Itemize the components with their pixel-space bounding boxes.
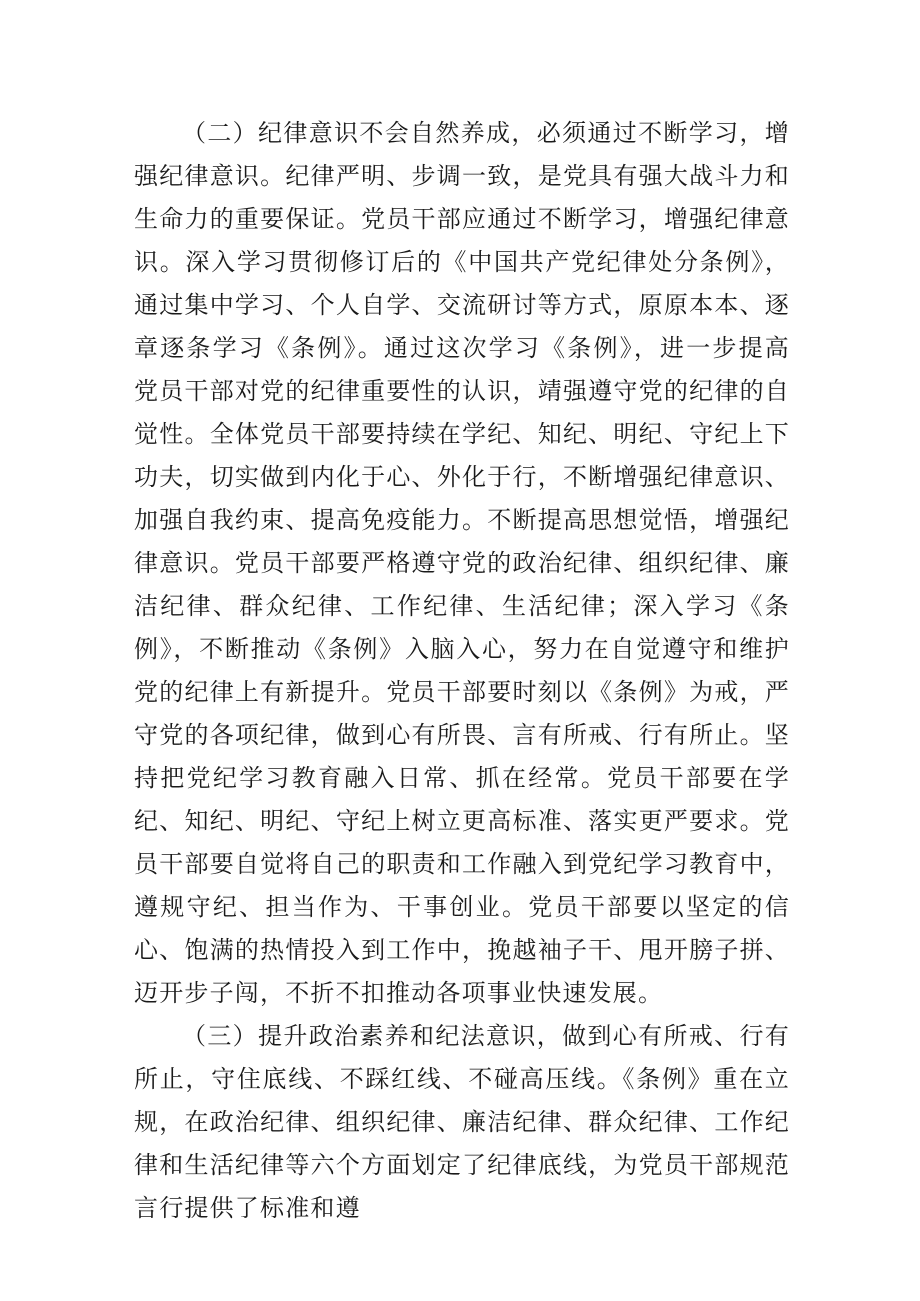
- body-text: [134, 112, 790, 1230]
- paragraph-political-literacy: （三）提升政治素养和纪法意识，做到心有所戒、行有所止，守住底线、不踩红线、不碰高压线。《条例》重在立规，在政治纪律、组织纪律、廉洁纪律、群众纪律、工作纪律和生活纪律等六个方面划定了纪律底线，为党员干部规范言行提供了标准和遵: [134, 1022, 790, 1222]
- paragraph-discipline-awareness: （二）纪律意识不会自然养成，必须通过不断学习，增强纪律意识。纪律严明、步调一致，是党具有强大战斗力和生命力的重要保证。党员干部应通过不断学习，增强纪律意识。深入学习贯彻修订后的《中国共产党纪律处分条例》，通过集中学习、个人自学、交流研讨等方式，原原本本、逐章逐条学习《条例》。通过这次学习《条例》，进一步提高党员干部对党的纪律重要性的认识，靖强遵守党的纪律的自觉性。全体党员干部要持续在学纪、知纪、明纪、守纪上下功夫，切实做到内化于心、外化于行，不断增强纪律意识、加强自我约束、提高免疫能力。不断提高思想觉悟，增强纪律意识。党员干部要严格遵守党的政治纪律、组织纪律、廉洁纪律、群众纪律、工作纪律、生活纪律；深入学习《条例》，不断推动《条例》入脑入心，努力在自觉遵守和维护党的纪律上有新提升。党员干部要时刻以《条例》为戒，严守党的各项纪律，做到心有所畏、言有所戒、行有所止。坚持把党纪学习教育融入日常、抓在经常。党员干部要在学纪、知纪、明纪、守纪上树立更高标准、落实更严要求。党员干部要自觉将自己的职责和工作融入到党纪学习教育中，遵规守纪、担当作为、干事创业。党员干部要以坚定的信心、饱满的热情投入到工作中，挽越袖子干、甩开膀子拼、迈开步子闯，不折不扣推动各项事业快速发展。: [134, 119, 790, 1007]
